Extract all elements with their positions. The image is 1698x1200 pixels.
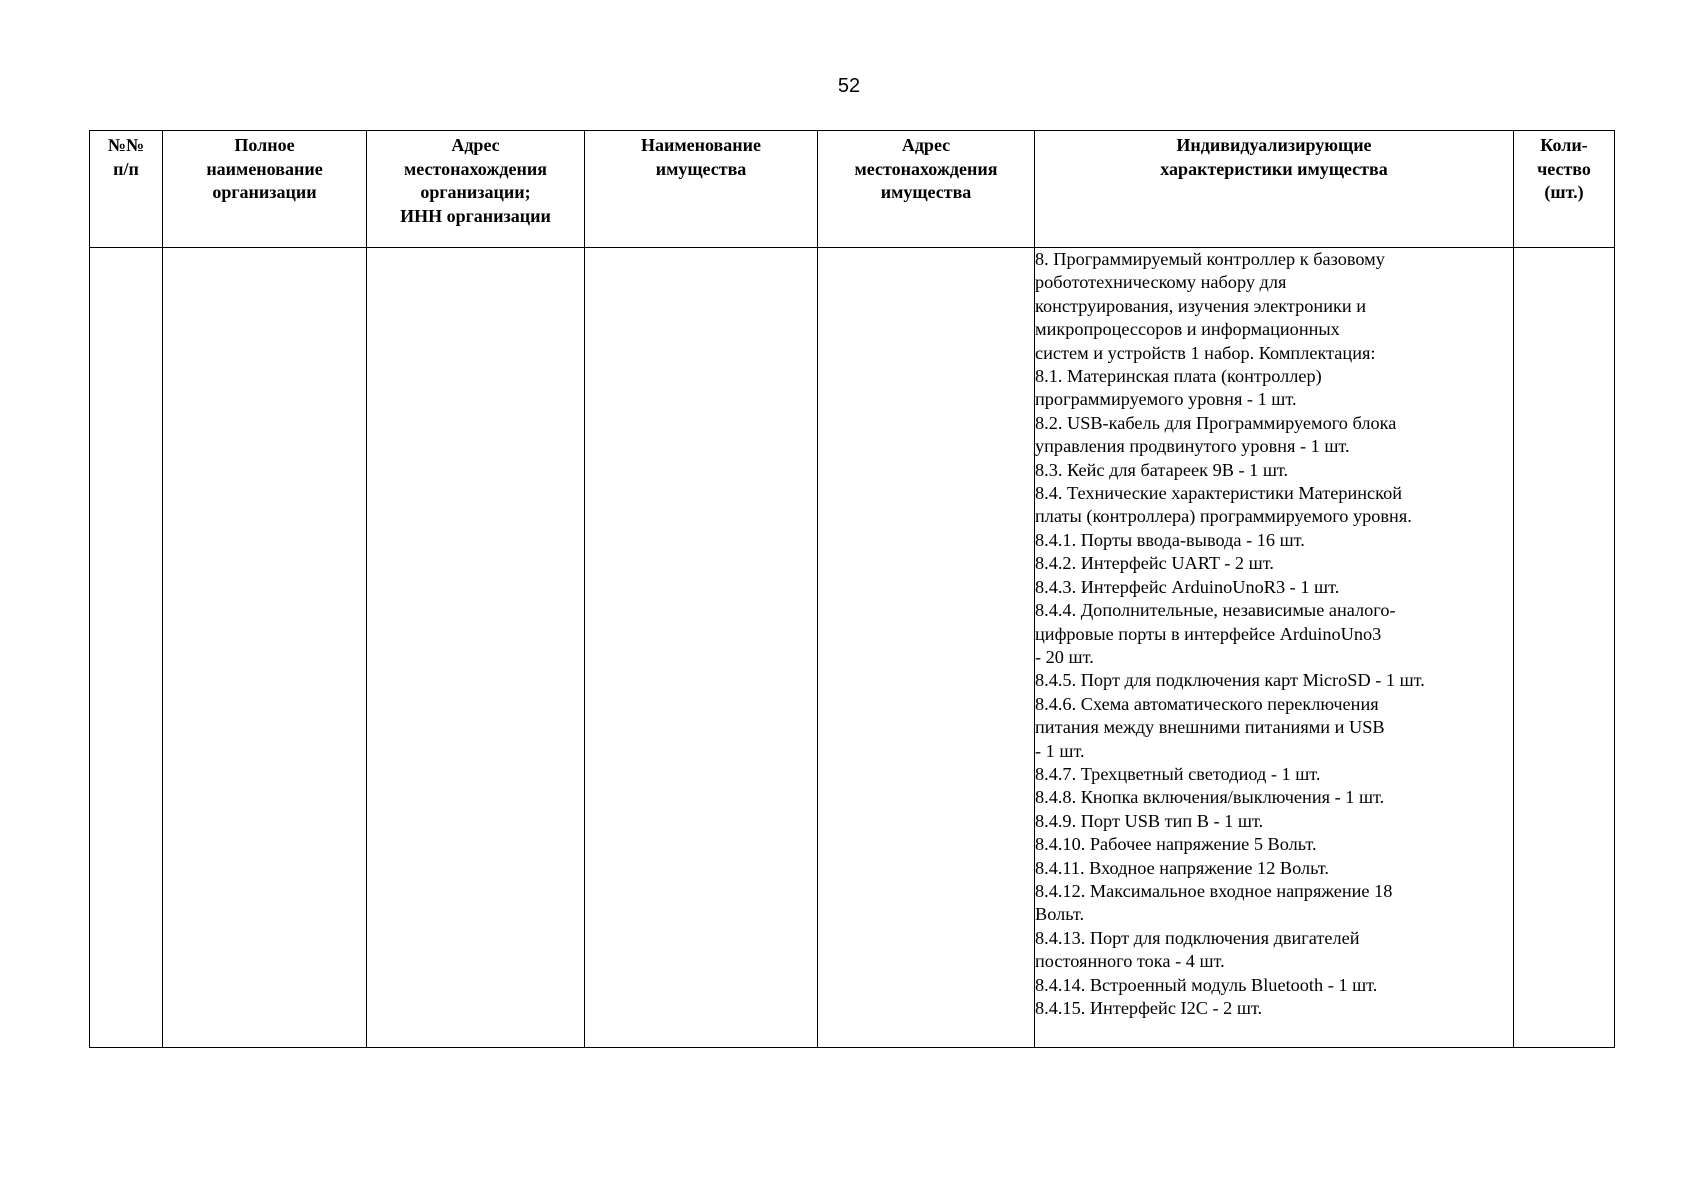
characteristics-list [1035, 248, 1513, 1020]
characteristics-line: 8.4.1. Порты ввода-вывода - 16 шт. [1035, 529, 1305, 550]
characteristics-line: 8.4.8. Кнопка включения/выключения - 1 шт. [1035, 787, 1385, 808]
characteristics-line: постоянного тока - 4 шт. [1035, 951, 1225, 972]
cell-organization-name [163, 248, 367, 1048]
characteristics-line: 8.4.12. Максимальное входное напряжение 18 [1035, 880, 1393, 901]
table-header-row [90, 131, 1615, 248]
characteristics-line: 8.4.15. Интерфейс I2C - 2 шт. [1035, 998, 1263, 1018]
characteristics-line: 8.2. USB-кабель для Программируемого блока [1035, 412, 1397, 433]
header-number: №№ п/п [90, 131, 163, 248]
characteristics-line: платы (контроллера) программируемого уровня. [1035, 506, 1412, 527]
characteristics-line: 8. Программируемый контроллер к базовому [1035, 249, 1385, 269]
page-number: 52 [837, 75, 861, 97]
characteristics-line: 8.1. Материнская плата (контроллер) [1035, 366, 1322, 387]
header-property-address: Адрес местонахождения имущества [818, 131, 1035, 248]
characteristics-line: микропроцессоров и информационных [1035, 319, 1340, 340]
characteristics-line: 8.3. Кейс для батареек 9В - 1 шт. [1035, 459, 1289, 480]
characteristics-line: Вольт. [1035, 904, 1085, 925]
cell-property-address [818, 248, 1035, 1048]
characteristics-line: 8.4.9. Порт USB тип В - 1 шт. [1035, 810, 1264, 831]
cell-quantity [1514, 248, 1615, 1048]
cell-characteristics [1035, 248, 1514, 1048]
header-organization-address: Адрес местонахождения организации; ИНН организации [367, 131, 585, 248]
cell-number [90, 248, 163, 1048]
header-property-name: Наименование имущества [585, 131, 818, 248]
characteristics-line: 8.4.5. Порт для подключения карт MicroSD - 1 шт. [1035, 670, 1425, 691]
characteristics-line: питания между внешними питаниями и USB [1035, 717, 1385, 738]
characteristics-line: 8.4.4. Дополнительные, независимые аналого- [1035, 600, 1396, 621]
cell-organization-address [367, 248, 585, 1048]
characteristics-line: конструирования, изучения электроники и [1035, 295, 1367, 316]
characteristics-line: 8.4.7. Трехцветный светодиод - 1 шт. [1035, 763, 1321, 784]
characteristics-line: 8.4.2. Интерфейс UART - 2 шт. [1035, 553, 1274, 574]
table-row [90, 248, 1615, 1048]
characteristics-line: 8.4.6. Схема автоматического переключения [1035, 693, 1379, 714]
header-characteristics: Индивидуализирующие характеристики имущества [1035, 131, 1514, 248]
characteristics-line: робототехническому набору для [1035, 272, 1287, 293]
characteristics-line: систем и устройств 1 набор. Комплектация: [1035, 342, 1376, 363]
characteristics-line: - 20 шт. [1035, 646, 1094, 667]
characteristics-line: - 1 шт. [1035, 740, 1085, 761]
property-registry-table [89, 130, 1615, 1048]
header-organization-name: Полное наименование организации [163, 131, 367, 248]
header-quantity: Коли- чество (шт.) [1514, 131, 1615, 248]
characteristics-line: управления продвинутого уровня - 1 шт. [1035, 436, 1350, 457]
characteristics-line: 8.4. Технические характеристики Материнской [1035, 483, 1403, 504]
characteristics-line: 8.4.14. Встроенный модуль Bluetooth - 1 шт. [1035, 974, 1378, 995]
characteristics-line: 8.4.13. Порт для подключения двигателей [1035, 927, 1360, 948]
characteristics-line: цифровые порты в интерфейсе ArduinoUno3 [1035, 623, 1382, 644]
characteristics-line: 8.4.10. Рабочее напряжение 5 Вольт. [1035, 834, 1317, 855]
characteristics-line: 8.4.11. Входное напряжение 12 Вольт. [1035, 857, 1329, 878]
characteristics-line: 8.4.3. Интерфейс ArduinoUnoR3 - 1 шт. [1035, 576, 1340, 597]
characteristics-line: программируемого уровня - 1 шт. [1035, 389, 1297, 410]
cell-property-name [585, 248, 818, 1048]
